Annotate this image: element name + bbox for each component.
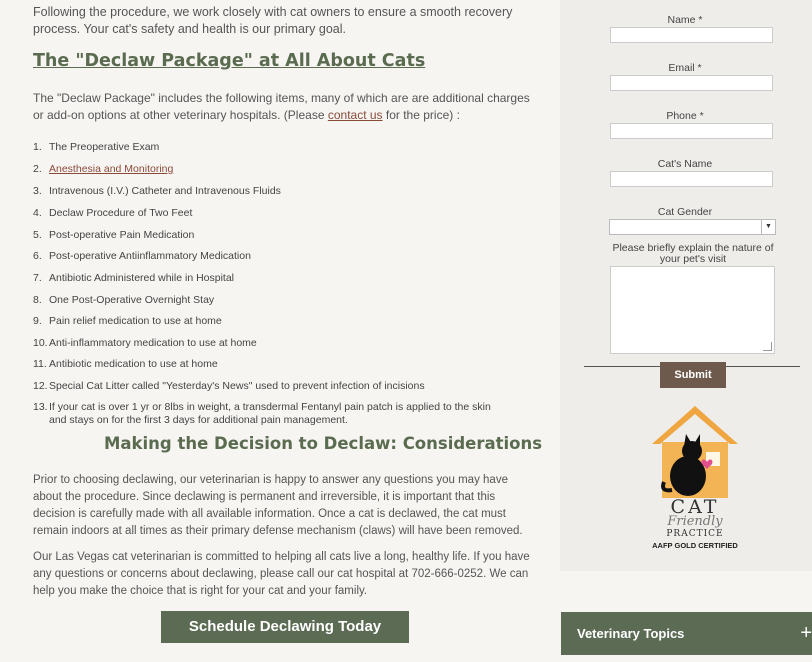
name-field[interactable] (610, 27, 773, 43)
package-paragraph (33, 90, 543, 124)
list-item-number: 9. (33, 315, 42, 327)
list-item-number: 10. (33, 337, 48, 349)
decision-heading: Making the Decision to Declaw: Considerations (104, 434, 543, 453)
package-heading[interactable]: The "Declaw Package" at All About Cats (33, 51, 426, 71)
list-item-number: 5. (33, 229, 42, 241)
list-item (33, 294, 513, 307)
list-item-text: Pain relief medication to use at home (49, 315, 222, 327)
badge-certified-text: AAFP GOLD CERTIFIED (652, 541, 738, 550)
phone-label: Phone * (666, 110, 704, 122)
list-item-number: 7. (33, 272, 42, 284)
list-item-number: 2. (33, 163, 42, 175)
submit-button[interactable]: Submit (660, 362, 726, 388)
list-item (33, 358, 513, 371)
list-item (33, 229, 513, 242)
list-item (33, 380, 513, 393)
veterinary-topics-accordion[interactable] (561, 612, 812, 655)
cat-house-logo-icon (650, 404, 740, 500)
badge-friendly-text: Friendly (667, 514, 723, 529)
list-item-number: 13. (33, 401, 48, 413)
veterinary-topics-label: Veterinary Topics (577, 626, 685, 641)
intro-paragraph: Following the procedure, we work closely with cat owners to ensure a smooth recovery process. Your cat's safety and health is our primary goal. (33, 5, 513, 36)
cat-friendly-badge (650, 404, 740, 554)
email-label: Email * (668, 62, 702, 74)
list-item-text: Special Cat Litter called "Yesterday's News" used to prevent infection of incisions (49, 380, 425, 392)
schedule-declawing-button[interactable]: Schedule Declawing Today (161, 611, 409, 643)
list-item (33, 315, 513, 328)
list-item-number: 11. (33, 358, 47, 370)
list-item (33, 272, 513, 285)
cat-name-field[interactable] (610, 171, 773, 187)
list-item (33, 337, 513, 350)
cat-gender-label: Cat Gender (657, 206, 713, 218)
list-item-text: Anti-inflammatory medication to use at home (49, 337, 257, 349)
list-item (33, 250, 513, 263)
decision-paragraph-2: Our Las Vegas cat veterinarian is committed to helping all cats live a long, healthy life. If you have any questions or concerns about declawing, please call our cat hospital at 702-666-0252. We can help you make the choice that is right for your cat and your family. (33, 551, 530, 597)
chevron-down-icon: ▼ (761, 220, 775, 234)
phone-field[interactable] (610, 123, 773, 139)
contact-us-link[interactable]: contact us (327, 108, 383, 122)
list-item-text: If your cat is over 1 yr or 8lbs in weight, a transdermal Fentanyl pain patch is applied to the skin and stays on for the first 3 days for additional pain management. (49, 401, 491, 426)
list-item-number: 3. (33, 185, 42, 197)
list-item-text: Antibiotic medication to use at home (49, 358, 218, 370)
cat-name-label: Cat's Name (657, 158, 713, 170)
list-item-text: Intravenous (I.V.) Catheter and Intravenous Fluids (49, 185, 281, 197)
list-item (33, 185, 513, 198)
list-item-text: Post-operative Antiinflammatory Medication (49, 250, 251, 262)
sidebar-form-panel (560, 0, 812, 571)
list-item (33, 401, 513, 427)
package-text-after: for the price) : (382, 108, 460, 122)
list-item[interactable] (33, 163, 513, 176)
list-item (33, 207, 513, 220)
name-label: Name * (667, 14, 703, 26)
decision-paragraph-1: Prior to choosing declawing, our veterinarian is happy to answer any questions you may have about the procedure. Since declawing is permanent and irreversible, it is important that this decision is carefully made with all available information. Once a cat is declawed, the cat must remain indoors at all times as their primary defense mechanism (claws) will have been removed. (33, 474, 523, 537)
list-item-text: The Preoperative Exam (49, 141, 160, 153)
badge-cat-text: CAT (670, 496, 720, 518)
list-item-text: Post-operative Pain Medication (49, 229, 195, 241)
badge-practice-text: PRACTICE (666, 529, 724, 539)
package-text-before: The "Declaw Package" includes the following items, many of which are are additional charges or add-on options at other veterinary hospitals. (Please (33, 91, 530, 122)
list-item-number: 12. (33, 380, 48, 392)
cat-gender-select[interactable] (609, 219, 776, 235)
list-item (33, 141, 513, 154)
list-item-text: One Post-Operative Overnight Stay (49, 294, 215, 306)
list-item-text: Antibiotic Administered while in Hospital (49, 272, 235, 284)
list-item-number: 6. (33, 250, 42, 262)
anesthesia-monitoring-link[interactable]: Anesthesia and Monitoring (49, 163, 174, 175)
plus-icon[interactable]: + (800, 622, 812, 644)
resize-grip-icon[interactable] (763, 342, 772, 351)
list-item-number: 4. (33, 207, 42, 219)
list-item-number: 1. (33, 141, 42, 153)
explain-label: Please briefly explain the nature of your pet's visit (612, 242, 774, 265)
list-item-text: Declaw Procedure of Two Feet (49, 207, 193, 219)
list-item-number: 8. (33, 294, 42, 306)
visit-reason-textarea[interactable] (610, 266, 775, 354)
email-field[interactable] (610, 75, 773, 91)
